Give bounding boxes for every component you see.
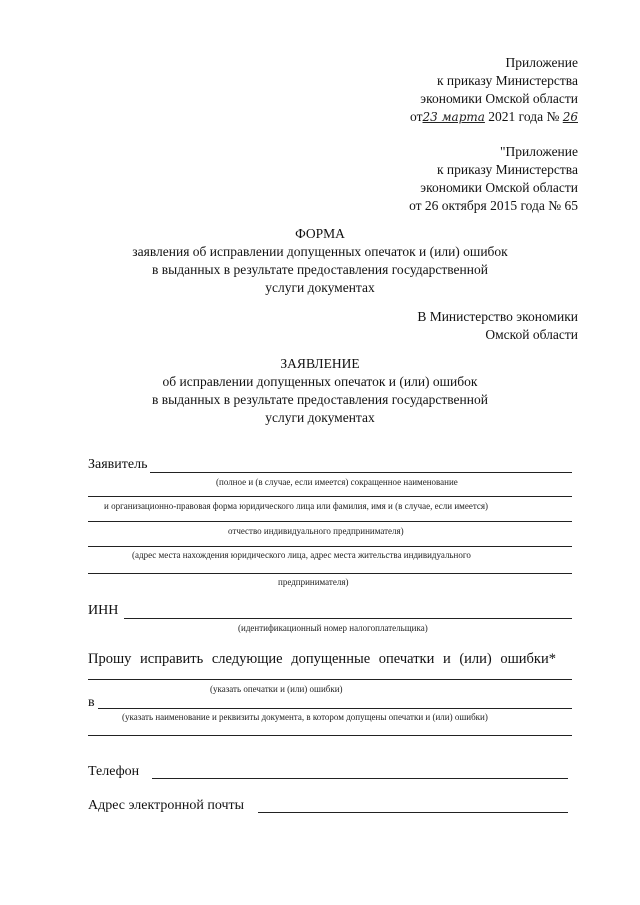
email-label: Адрес электронной почты: [88, 798, 245, 813]
applicant-hint-3: отчество индивидуального предпринимателя): [228, 526, 404, 536]
request-hint: (указать опечатки и (или) ошибки): [210, 684, 343, 694]
form-title: ФОРМА: [295, 226, 345, 241]
document-line-2[interactable]: [88, 735, 572, 736]
appendix-old-line-1: "Приложение: [500, 144, 578, 159]
applicant-hint-2: и организационно-правовая форма юридического лица или фамилия, имя и (в случае, если имеется): [104, 501, 489, 511]
applicant-hint-4: (адрес места нахождения юридического лица, адрес места жительства индивидуального: [132, 550, 471, 560]
phone-line[interactable]: [152, 778, 568, 779]
appendix-line-2: к приказу Министерства: [436, 73, 578, 88]
appendix-old-line-4: от 26 октября 2015 года № 65: [409, 198, 578, 213]
date-year: 2021 года №: [488, 109, 560, 124]
inn-line[interactable]: [124, 618, 572, 619]
application-subtitle-3: услуги документах: [265, 410, 375, 425]
application-subtitle-2: в выданных в результате предоставления государственной: [152, 392, 488, 407]
addressee-line-1: В Министерство экономики: [417, 309, 578, 324]
appendix-line-1: Приложение: [505, 55, 578, 70]
appendix-date-line: [410, 108, 578, 126]
applicant-patronymic-line[interactable]: [88, 521, 572, 522]
inn-hint: (идентификационный номер налогоплательщика): [238, 623, 428, 633]
appendix-old-line-2: к приказу Министерства: [436, 162, 578, 177]
email-line[interactable]: [258, 812, 568, 813]
number-handwritten: 26: [562, 110, 578, 124]
applicant-address-line-1[interactable]: [88, 546, 572, 547]
date-handwritten: 23 марта: [422, 110, 485, 124]
addressee-line-2: Омской области: [485, 327, 578, 342]
appendix-old-line-3: экономики Омской области: [420, 180, 578, 195]
applicant-hint-1: (полное и (в случае, если имеется) сокращенное наименование: [216, 477, 458, 487]
form-subtitle-3: услуги документах: [265, 280, 375, 295]
applicant-address-line-2[interactable]: [88, 573, 572, 574]
application-title: ЗАЯВЛЕНИЕ: [280, 356, 360, 371]
request-text: Прошу исправить следующие допущенные опечатки и (или) ошибки*: [88, 651, 556, 667]
request-line[interactable]: [88, 679, 572, 680]
document-line[interactable]: [98, 708, 572, 709]
inn-label: ИНН: [88, 603, 119, 618]
in-label: в: [88, 695, 95, 710]
phone-label: Телефон: [88, 764, 140, 779]
applicant-name-line[interactable]: [150, 472, 572, 473]
document-hint: (указать наименование и реквизиты документа, в котором допущены опечатки и (или) ошибки): [122, 712, 488, 722]
form-subtitle-2: в выданных в результате предоставления государственной: [152, 262, 488, 277]
applicant-form-line[interactable]: [88, 496, 572, 497]
applicant-label: Заявитель: [88, 457, 148, 472]
appendix-line-3: экономики Омской области: [420, 91, 578, 106]
form-subtitle-1: заявления об исправлении допущенных опечаток и (или) ошибок: [132, 244, 508, 259]
applicant-hint-5: предпринимателя): [278, 577, 349, 587]
application-subtitle-1: об исправлении допущенных опечаток и (или) ошибок: [162, 374, 478, 389]
date-prefix: от: [410, 109, 423, 124]
